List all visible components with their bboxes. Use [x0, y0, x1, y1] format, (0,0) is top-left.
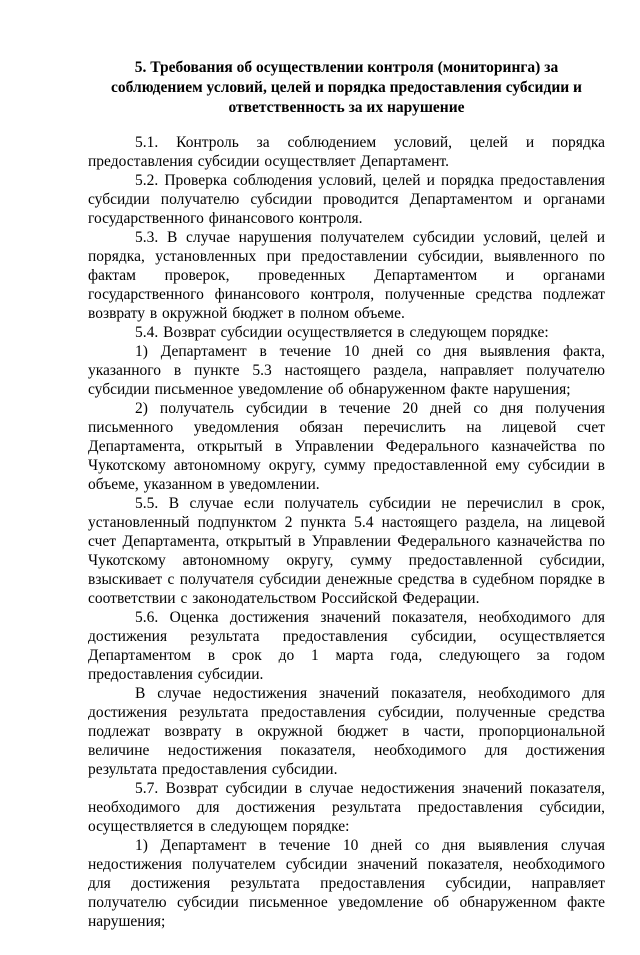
list-item-paragraph: 1) Департамент в течение 10 дней со дня выявления случая недостижения получателем субсидии значений показателя, необходимого для достижения результата предоставления субсидии, направляет получателю субсидии письменное уведомление об обнаруженном факте нарушения;: [88, 837, 605, 930]
list-item-paragraph: 1) Департамент в течение 10 дней со дня выявления факта, указанного в пункте 5.3 настоящего раздела, направляет получателю субсидии письменное уведомление об обнаруженном факте нарушения;: [88, 343, 605, 398]
paragraph: 5.6. Оценка достижения значений показателя, необходимого для достижения результата предоставления субсидии, осуществляется Департаментом в срок до 1 марта года, следующего за годом предоставления субсидии.: [88, 609, 605, 683]
list-item-paragraph: 2) получатель субсидии в течение 20 дней со дня получения письменного уведомления обязан перечислить на лицевой счет Департамента, открытый в Управлении Федерального казначейства по Чукотскому автономному округу, сумму предоставленной ему субсидии в объеме, указанном в уведомлении.: [88, 400, 605, 493]
document-body: [88, 133, 605, 931]
paragraph: В случае недостижения значений показателя, необходимого для достижения результата предоставления субсидии, полученные средства подлежат возврату в окружной бюджет в части, пропорциональной величине недостижения показателя, необходимого для достижения результата предоставления субсидии.: [88, 685, 605, 778]
paragraph: 5.4. Возврат субсидии осуществляется в следующем порядке:: [135, 324, 549, 341]
paragraph: 5.5. В случае если получатель субсидии не перечислил в срок, установленный подпунктом 2 пункта 5.4 настоящего раздела, на лицевой счет Департамента, открытый в Управлении Федерального казначейства по Чукотскому автономному округу, сумму предоставленной субсидии, взыскивает с получателя субсидии денежные средства в судебном порядке в соответствии с законодательством Российской Федерации.: [88, 495, 605, 607]
section-title: 5. Требования об осуществлении контроля (мониторинга) за соблюдением условий, целей и порядка предоставления субсидии и ответственность за их нарушение: [111, 59, 582, 116]
paragraph: 5.3. В случае нарушения получателем субсидии условий, целей и порядка, установленных при предоставлении субсидии, выявленного по фактам проверок, проведенных Департаментом и органами государственного финансового контроля, полученные средства подлежат возврату в окружной бюджет в полном объеме.: [88, 229, 605, 322]
paragraph: 5.2. Проверка соблюдения условий, целей и порядка предоставления субсидии получателю субсидии проводится Департаментом и органами государственного финансового контроля.: [88, 172, 605, 227]
paragraph: 5.1. Контроль за соблюдением условий, целей и порядка предоставления субсидии осуществляет Департамент.: [88, 134, 605, 170]
paragraph: 5.7. Возврат субсидии в случае недостижения значений показателя, необходимого для достижения результата предоставления субсидии, осуществляется в следующем порядке:: [88, 780, 605, 835]
